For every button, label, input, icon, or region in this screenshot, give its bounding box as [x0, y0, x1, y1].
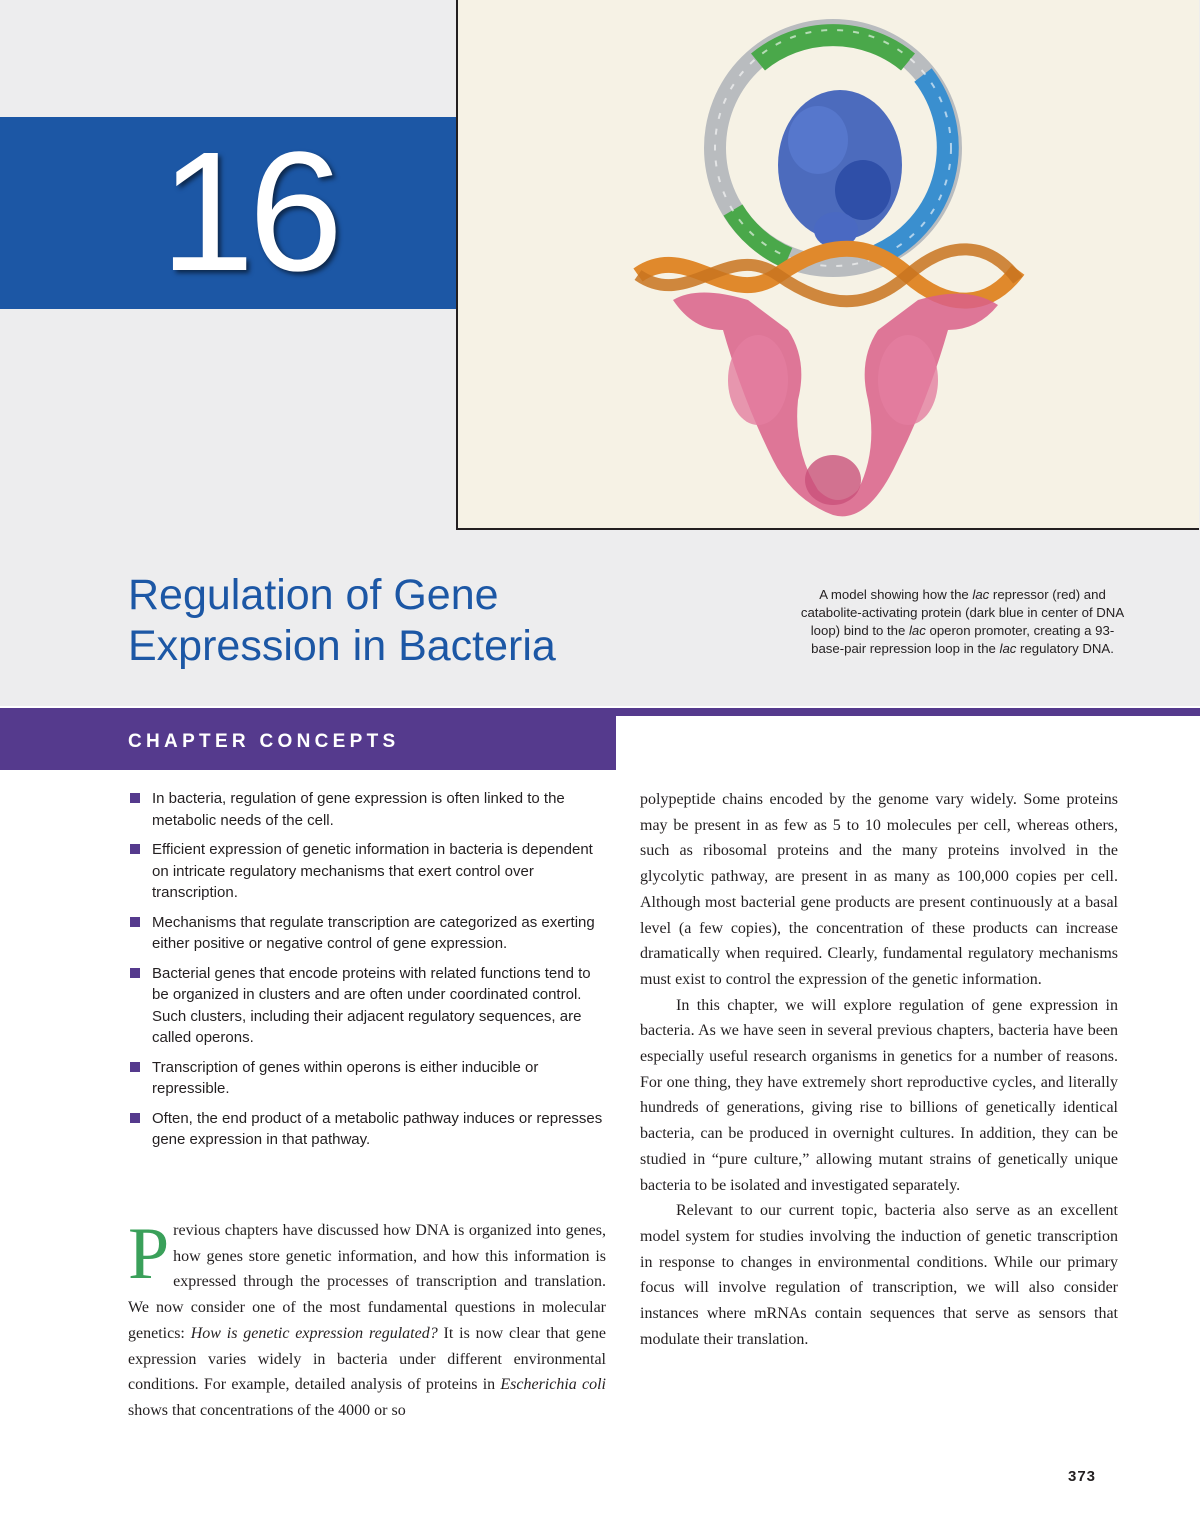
square-bullet-icon	[130, 917, 140, 927]
concept-item: Efficient expression of genetic information in bacteria is dependent on intricate regulatory mechanisms that exert control over transcription.	[128, 839, 608, 904]
lac-repressor-protein	[673, 293, 998, 517]
concept-item: Often, the end product of a metabolic pathway induces or represses gene expression in that pathway.	[128, 1108, 608, 1151]
square-bullet-icon	[130, 844, 140, 854]
body-paragraph: Previous chapters have discussed how DNA is organized into genes, how genes store genetic information, and how this information is expressed through the processes of transcription and translation. We now consider one of the most fundamental questions in molecular genetics: How is genetic expression regulated? It is now clear that gene expression varies widely in bacteria under different environmental conditions. For example, detailed analysis of proteins in Escherichia coli shows that concentrations of the 4000 or so	[128, 1213, 606, 1419]
key-question: How is genetic expression regulated?	[190, 1324, 438, 1342]
chapter-concepts-list	[128, 788, 608, 1159]
figure-caption: A model showing how the lac repressor (red) and catabolite-activating protein (dark blue in center of DNA loop) bind to the lac operon promoter, creating a 93-base-pair repression loop in the lac regulatory DNA.	[800, 587, 1125, 656]
concept-item: In bacteria, regulation of gene expression is often linked to the metabolic needs of the cell.	[128, 788, 608, 831]
cap-protein	[778, 90, 902, 248]
chapter-title-line-1: Regulation of Gene	[128, 571, 499, 619]
drop-cap: P	[128, 1213, 170, 1295]
concept-item: Mechanisms that regulate transcription are categorized as exerting either positive or negative control of gene expression.	[128, 912, 608, 955]
body-column-left	[128, 1213, 606, 1424]
molecular-model-figure	[456, 0, 1199, 530]
square-bullet-icon	[130, 793, 140, 803]
organism-name: Escherichia coli	[500, 1376, 606, 1394]
dna-loop-green-top	[758, 35, 908, 62]
chapter-concepts-heading: CHAPTER CONCEPTS	[128, 731, 400, 752]
body-paragraph: polypeptide chains encoded by the genome vary widely. Some proteins may be present in as few as 5 to 10 molecules per cell, whereas others, such as ribosomal proteins and the many proteins involved in the glycolytic pathway, are present in as many as 100,000 copies per cell. Although most bacterial gene products are present continuously at a basal level (a few copies), the concentration of these products can increase dramatically when required. Clearly, fundamental regulatory mechanisms must exist to control the expression of the genetic information.	[640, 791, 1118, 988]
body-paragraph: In this chapter, we will explore regulation of gene expression in bacteria. As we have seen in several previous chapters, bacteria have been especially useful research organisms in genetics for a number of reasons. For one thing, they have extremely short reproductive cycles, and literally hundreds of generations, giving rise to billions of genetically identical bacteria, can be produced in overnight cultures. In addition, they can be studied in “pure culture,” allowing mutant strains of genetically unique bacteria to be isolated and investigated separately.	[640, 996, 1118, 1194]
square-bullet-icon	[130, 968, 140, 978]
dna-loop-green-bottom	[733, 210, 788, 258]
square-bullet-icon	[130, 1062, 140, 1072]
square-bullet-icon	[130, 1113, 140, 1123]
chapter-title-line-2: Expression in Bacteria	[128, 622, 556, 670]
divider-rule	[616, 708, 1200, 716]
concept-item: Transcription of genes within operons is either inducible or repressible.	[128, 1057, 608, 1100]
chapter-number: 16	[160, 117, 338, 307]
body-paragraph: Relevant to our current topic, bacteria also serve as an excellent model system for studies involving the induction of genetic transcription in response to changes in environmental conditions. While our primary focus will involve regulation of transcription, we will also consider instances where mRNAs contain sequences that serve as sensors that modulate their translation.	[640, 1202, 1118, 1348]
body-column-right	[640, 787, 1118, 1352]
concept-item: Bacterial genes that encode proteins with related functions tend to be organized in clusters and are often under coordinated control. Such clusters, including their adjacent regulatory sequences, are called operons.	[128, 963, 608, 1049]
chapter-title	[128, 570, 688, 672]
page-number: 373	[1068, 1468, 1097, 1485]
lac-repressor-dna-loop-illustration	[458, 0, 1199, 528]
